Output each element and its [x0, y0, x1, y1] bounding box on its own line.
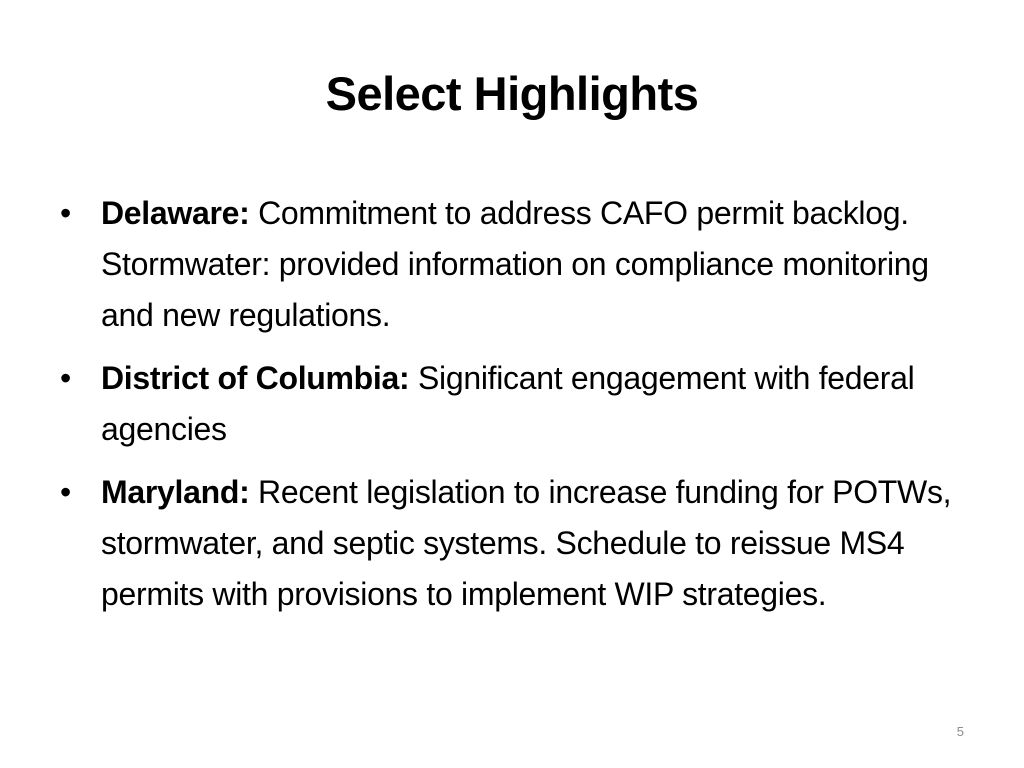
bullet-text: Significant engagement with federal agencies	[101, 360, 915, 447]
slide-title: Select Highlights	[325, 67, 699, 120]
bullet-text: Commitment to address CAFO permit backlog. Stormwater: provided information on compliance monitoring and new regulations.	[101, 195, 929, 333]
bullet-icon: •	[60, 360, 71, 396]
bullet-list	[60, 188, 980, 632]
bullet-text: Recent legislation to increase funding for POTWs, stormwater, and septic systems. Schedule to reissue MS4 permits with provisions to implement WIP strategies.	[101, 474, 952, 612]
page-number: 5	[956, 724, 964, 739]
bullet-label: District of Columbia:	[101, 360, 410, 396]
bullet-icon: •	[60, 474, 71, 510]
bullet-label: Maryland:	[101, 474, 250, 510]
bullet-item-delaware	[60, 188, 980, 341]
bullet-item-maryland	[60, 467, 980, 620]
bullet-icon: •	[60, 195, 71, 231]
bullet-label: Delaware:	[101, 195, 250, 231]
bullet-item-district-of-columbia	[60, 353, 980, 455]
